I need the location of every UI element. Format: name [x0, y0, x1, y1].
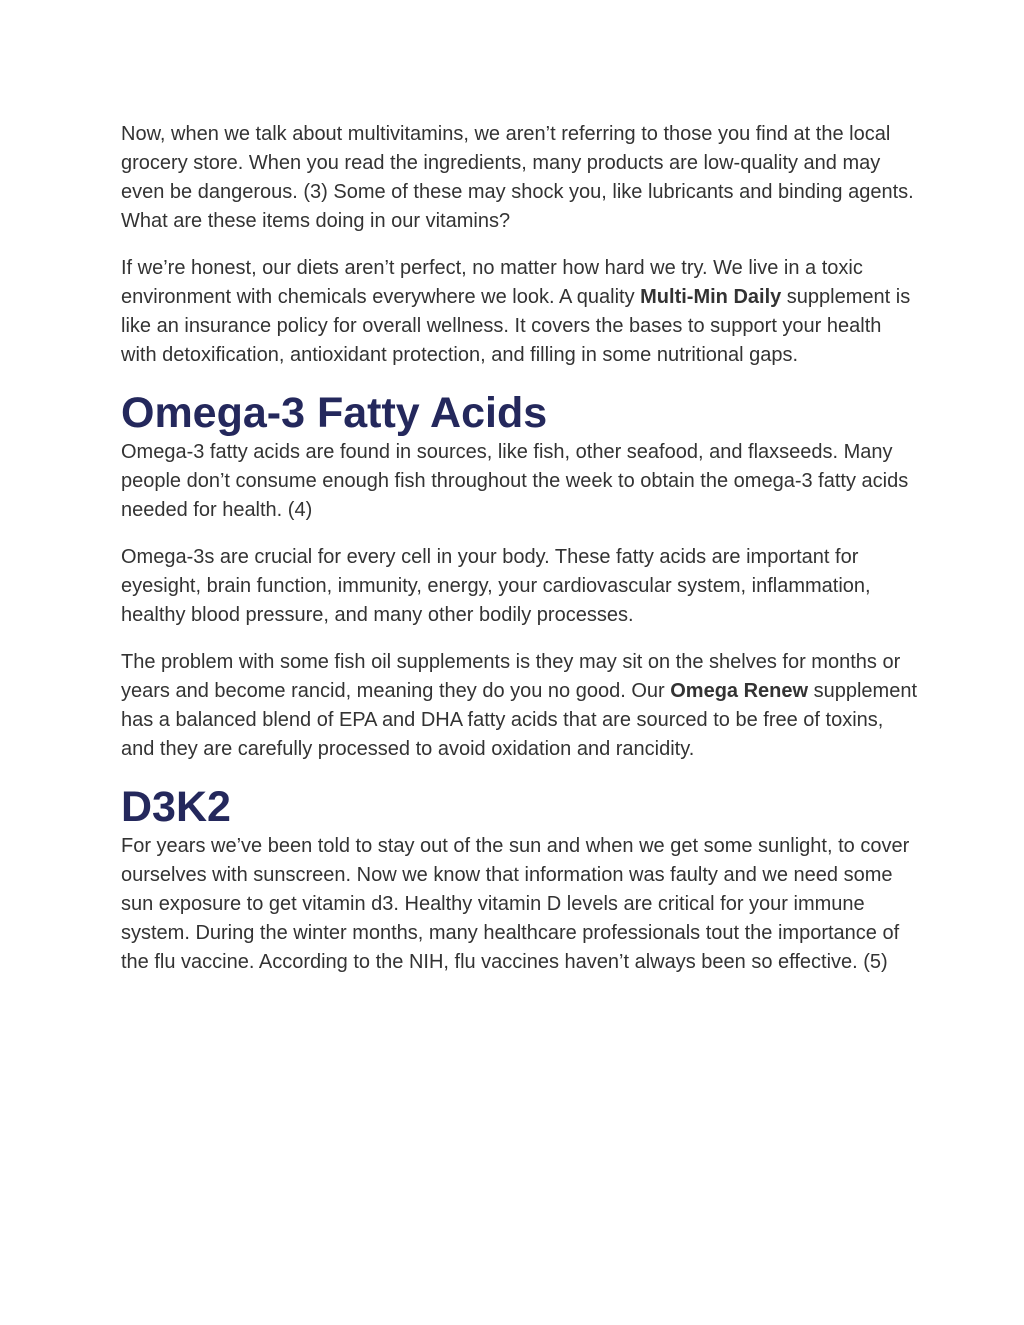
paragraph-multi-min-daily: [121, 254, 921, 370]
paragraph-omega-renew: [121, 648, 921, 764]
product-name-omega-renew: Omega Renew: [670, 680, 809, 702]
document-page: [121, 120, 921, 995]
paragraph-omega-benefits: Omega-3s are crucial for every cell in your body. These fatty acids are important for eyesight, brain function, immunity, energy, your cardiovascular system, inflammation, healthy blood pressure, and many other bodily processes.: [121, 546, 871, 626]
paragraph-multivitamins-intro: Now, when we talk about multivitamins, we aren’t referring to those you find at the local grocery store. When you read the ingredients, many products are low-quality and may even be dangerous. (3) Some of these may shock you, like lubricants and binding agents. What are these items doing in our vitamins?: [121, 123, 914, 232]
paragraph-omega-sources: Omega-3 fatty acids are found in sources, like fish, other seafood, and flaxseeds. Many people don’t consume enough fish throughout the week to obtain the omega-3 fatty acids needed for health. (4): [121, 441, 909, 521]
paragraph-text: supplement is like an insurance policy for overall wellness. It covers the bases to support your health with detoxification, antioxidant protection, and filling in some nutritional gaps.: [121, 286, 911, 366]
section-heading-d3k2: D3K2: [121, 783, 231, 831]
paragraph-text: If we’re honest, our diets aren’t perfect, no matter how hard we try. We live in a toxic environment with chemicals everywhere we look. A quality: [121, 257, 863, 308]
product-name-multi-min-daily: Multi-Min Daily: [640, 286, 782, 308]
paragraph-vitamin-d: For years we’ve been told to stay out of the sun and when we get some sunlight, to cover ourselves with sunscreen. Now we know that information was faulty and we need some sun exposure to get vitamin d3. Healthy vitamin D levels are critical for your immune system. During the winter months, many healthcare professionals tout the importance of the flu vaccine. According to the NIH, flu vaccines haven’t always been so effective. (5): [121, 835, 910, 973]
paragraph-text: The problem with some fish oil supplements is they may sit on the shelves for months or years and become rancid, meaning they do you no good. Our: [121, 651, 901, 702]
paragraph-text: supplement has a balanced blend of EPA and DHA fatty acids that are sourced to be free of toxins, and they are carefully processed to avoid oxidation and rancidity.: [121, 680, 918, 760]
section-heading-omega-3: Omega-3 Fatty Acids: [121, 389, 548, 437]
